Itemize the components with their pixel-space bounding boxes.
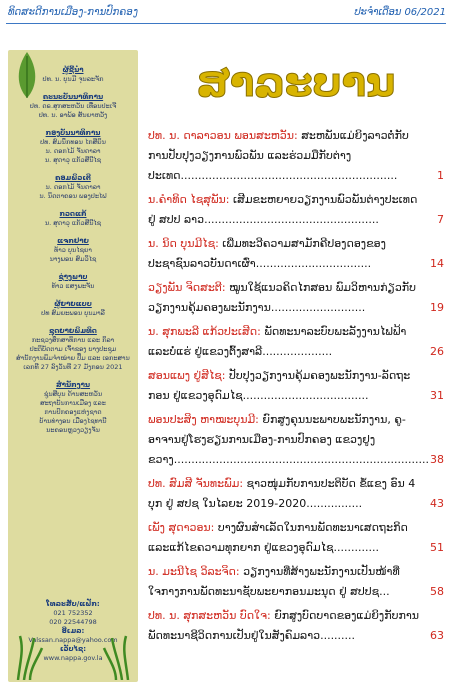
toc-author: ປທ. ສົມສີ ຈັນທະພົມ:	[148, 477, 244, 490]
staff-group-heading: ແຈກຢາຍ	[57, 237, 89, 245]
grass-ornament-icon	[102, 630, 132, 680]
toc-title: ພັດທະນາລະບົບພະລັງງານໄຟຟ້າ ແລະບໍ່ແຮ່ ຢູ່ແຂວງຕົ້ງສາລີ....................	[148, 325, 407, 358]
toc-author: ວຽງພັນ ຈິດສະຕີ:	[148, 281, 226, 294]
toc-author: ພອນປະສິງ ຫາໝະບຸນມີ:	[148, 413, 259, 426]
toc-title: ຍົກສູງຄຸນນະພາບພະນັກງານ, ຄູ-ອາຈານຢູ່ໂຮງຮຽນການເມືອງ-ການປົກຄອງ ແຂວງຢູງຂວາງ.........................................................................	[148, 413, 429, 466]
toc-title: ບາງຜົນສຳເລັດໃນການພັດທະນາເສດຖະກິດ ແລະແກ້ໄຂຄວາມທຸກຍາກ ຢູ່ແຂວງອຸດົມໄຊ.............	[148, 521, 408, 554]
toc-entry[interactable]	[148, 474, 446, 514]
staff-name: ເລກທີ 27 ລົງວັນທີ 27 ມັງກອນ 2021	[23, 363, 123, 371]
grass-ornament-icon	[14, 630, 44, 680]
staff-group-heading: ຄອມພິວເຕີ	[55, 174, 91, 182]
toc-page-number: 63	[430, 629, 444, 642]
staff-group-heading: ຄະນະບັນນາທິການ	[42, 93, 104, 101]
toc-title: ເພີ່ມທະວີຄວາມສາມັກຄີປອງດອງຂອງປະຊາຊົນລາວບັນດາເຜົ່າ.................................	[148, 237, 386, 270]
toc-author: ສອນແພງ ຢູ່ສີໄຊ:	[148, 369, 226, 382]
staff-list	[8, 66, 138, 444]
staff-group-heading: ກອງບັນນາທິການ	[45, 129, 101, 137]
toc-entry[interactable]	[148, 126, 446, 186]
toc-author: ນ. ມະນີໄຊ ວິລະຈິດ:	[148, 565, 240, 578]
web-heading: ເວັບໄຊ:	[59, 645, 87, 653]
staff-name: ຊູ່ນສີບຸນ ດ້ານສະຫວັນ	[43, 390, 103, 398]
staff-name: ປທ. ນ. ບຸນມີ ຈຸນລະຈັກ	[42, 75, 104, 83]
toc-entry[interactable]	[148, 410, 446, 470]
toc-author: ປທ. ນ. ດາລາວອນ ພອນສະຫວັນ:	[148, 129, 298, 142]
toc-title: ຊາວໜຸ່ມກັບການປະຕິບັດ ຂໍ້ແຂງ ອົນ 4 ບຸກ ຢູ່ ສປຊ ໃນໄລຍະ 2019-2020................	[148, 477, 416, 510]
toc-title: ວຽກງານທີ່ສ້າງພະນັກງານເປັນໜ້າທີ່ໃຈກາງການພັດທະນາຊັບພະຍາກອນມະນຸດ ຢູ່ ສປປຊ...	[148, 565, 400, 598]
toc-author: ນ. ສຸກພະລີ ແກ້ວປະເສີດ:	[148, 325, 261, 338]
masthead-banner	[146, 50, 446, 116]
staff-group-heading: ສຳນັກງານ	[55, 381, 91, 389]
toc-entry[interactable]	[148, 278, 446, 318]
staff-group	[8, 300, 138, 318]
staff-name: ນາງພອນ ສົມວິໄຊ	[49, 255, 97, 263]
toc-title: ປັບປຸງວຽກງານຄຸ້ມຄອງພະນັກງານ-ລັດຖະກອນ ຢູ່ແຂວງອຸດົມໄຊ....................................	[148, 369, 411, 402]
phone-2: 020 22544798	[49, 618, 97, 626]
header-issue: ປະຈຳເດືອນ 06/2021	[354, 7, 446, 18]
toc-page-number: 58	[430, 585, 444, 598]
staff-group	[8, 327, 138, 372]
toc-entry-text	[148, 190, 446, 230]
staff-name: ນ. ນິດຕາຄອນ ພອງປະໄຟ	[39, 192, 107, 200]
staff-group	[8, 66, 138, 84]
staff-name: ປທ ສົມຍະພອນ ບຸນມາລີ	[41, 309, 105, 317]
masthead	[146, 50, 446, 116]
header-title: ທິດສະດີການເມືອງ-ການປົກຄອງ	[8, 7, 138, 18]
staff-name: ນ. ດອກໄມ້ ຈັນດາລາ	[45, 183, 101, 191]
toc-entry[interactable]	[148, 190, 446, 230]
toc-title: ສະຫພັນແມ່ຍິງລາວຕໍ່ກັບການປັບປຸງວຽງການພົວພັນ ແລະຮ່ວມມືກັບຕ່າງປະເທດ..............................................................	[148, 129, 409, 182]
staff-group	[8, 93, 138, 120]
toc-page-number: 26	[430, 345, 444, 358]
header-rule	[6, 23, 446, 24]
toc-entry-text	[148, 562, 446, 602]
staff-group-heading: ຊ່າງພາບ	[58, 273, 88, 281]
toc-entry[interactable]	[148, 322, 446, 362]
toc-page-number: 1	[437, 169, 444, 182]
staff-group-heading: ຜູ້ຊີ້ນຳ	[62, 66, 84, 74]
toc-author: ປທ. ນ. ສຸກສະຫວັນ ບົດໃຈ:	[148, 609, 271, 622]
toc-entry-text	[148, 126, 446, 186]
email-link[interactable]: Valssan.nappa@yahoo.com	[28, 636, 118, 644]
toc-author: ນ. ນິດ ບຸນມີໄຊ:	[148, 237, 219, 250]
staff-name: ບ້ານທ່າງອນ ເມືອງໄຊທານີ	[39, 417, 107, 425]
staff-name: ນ. ດອກໄມ້ ຈັນດາລາ	[45, 147, 101, 155]
masthead-title: ສາລະບານ	[196, 60, 396, 106]
toc-entry[interactable]	[148, 234, 446, 274]
toc-title: ເສີມຂະຫຍາຍວຽກງານພົວພັນຕ່າງປະເທດ ຢູ່ ສປປ ລາວ..................................................	[148, 193, 418, 226]
staff-name: ທ້າວ ບຸນໄຊຍາ	[54, 246, 92, 254]
toc-page-number: 43	[430, 497, 444, 510]
staff-name: ປະຕິບັດຕາມ ເຈົ້າຂອງ ບາງປະຊຸມ	[29, 345, 117, 353]
toc-page-number: 31	[430, 389, 444, 402]
toc-page-number: 14	[430, 257, 444, 270]
staff-name: ປທ. ນ. ອາພ້ອ ສັນຍາຫວັງ	[38, 111, 108, 119]
phone-heading: ໂທລະສັບ/ແຟັກ:	[46, 600, 100, 608]
toc-author: ນ.ຄຳທິດ ໄຊສຸພັນ:	[148, 193, 230, 206]
toc-entry[interactable]	[148, 606, 446, 646]
staff-name: ນ. ສຸດາວຸ ແກ້ວສີນີໄຊ	[44, 156, 102, 164]
toc-page-number: 19	[430, 301, 444, 314]
toc-entry[interactable]	[148, 366, 446, 406]
staff-name: ທ້າວ ແສງພະຈັນ	[51, 282, 95, 290]
staff-group	[8, 381, 138, 435]
staff-group	[8, 210, 138, 228]
toc-entry-text	[148, 366, 446, 406]
table-of-contents	[148, 126, 446, 650]
staff-name: ນ. ສຸດາວຸ ແກ້ວສີນີໄຊ	[44, 219, 102, 227]
staff-group	[8, 129, 138, 165]
toc-entry[interactable]	[148, 562, 446, 602]
toc-entry[interactable]	[148, 518, 446, 558]
toc-entry-text	[148, 606, 446, 646]
staff-group	[8, 174, 138, 201]
web-link[interactable]: www.nappa.gov.la	[43, 654, 103, 662]
toc-entry-text	[148, 474, 446, 514]
toc-page-number: 7	[437, 213, 444, 226]
staff-name: ການປົກຄອງແຫ່ງຊາດ	[44, 408, 102, 416]
staff-group-heading: ຜູ້ຍາຍແບບ	[54, 300, 92, 308]
toc-page-number: 51	[430, 541, 444, 554]
toc-page-number: 38	[430, 453, 444, 466]
staff-group	[8, 273, 138, 291]
email-heading: ອີເມລ:	[61, 627, 85, 635]
staff-name: ປທ. ດຣ.ສຸກສະຫວັນ ເທື່ອນປະເຈີ	[29, 102, 117, 110]
staff-name: ກະຊວງສຶກສາທິການ ແລະ ກິລາ	[31, 336, 115, 344]
toc-entry-text	[148, 322, 446, 362]
toc-author: ເພັງ ສຸດາວອນ:	[148, 521, 215, 534]
staff-name: ສະຖາບັນການເມືອງ ແລະ	[40, 399, 106, 407]
toc-entry-text	[148, 518, 446, 558]
staff-group	[8, 237, 138, 264]
toc-title: ໝູນໃຊ້ແນວຄິດໄກສອນ ພົມວິຫານກ່ຽວກັບວຽກງານຄຸ້ມຄອງພະນັກງານ...........................	[148, 281, 417, 314]
staff-group-heading: ກວດແກ້	[59, 210, 87, 218]
sidebar	[8, 50, 138, 682]
toc-entry-text	[148, 234, 446, 274]
toc-title: ຍົກສູງບົດບາດຂອງແມ່ຍິງກັບການພັດທະນາຊີວິດການເປັນຢູ່ໃນສັງຄົມລາວ..........	[148, 609, 419, 642]
toc-entry-text	[148, 410, 446, 470]
phone-1: 021 752352	[53, 609, 93, 617]
staff-name: ສຳນັກງານພິມຈຳໜ່າຍ ປຶ້ມ ແລະ ເອກະສານ	[16, 354, 130, 362]
toc-entry-text	[148, 278, 446, 318]
staff-name: ນະຄອນຫຼວງວຽງຈັນ	[46, 426, 100, 434]
staff-name: ປທ. ສົມນຶກທອນ ໄກສີຍິນ	[40, 138, 106, 146]
staff-group-heading: ຊຸດຍາຍພິມທິດ	[49, 327, 97, 335]
